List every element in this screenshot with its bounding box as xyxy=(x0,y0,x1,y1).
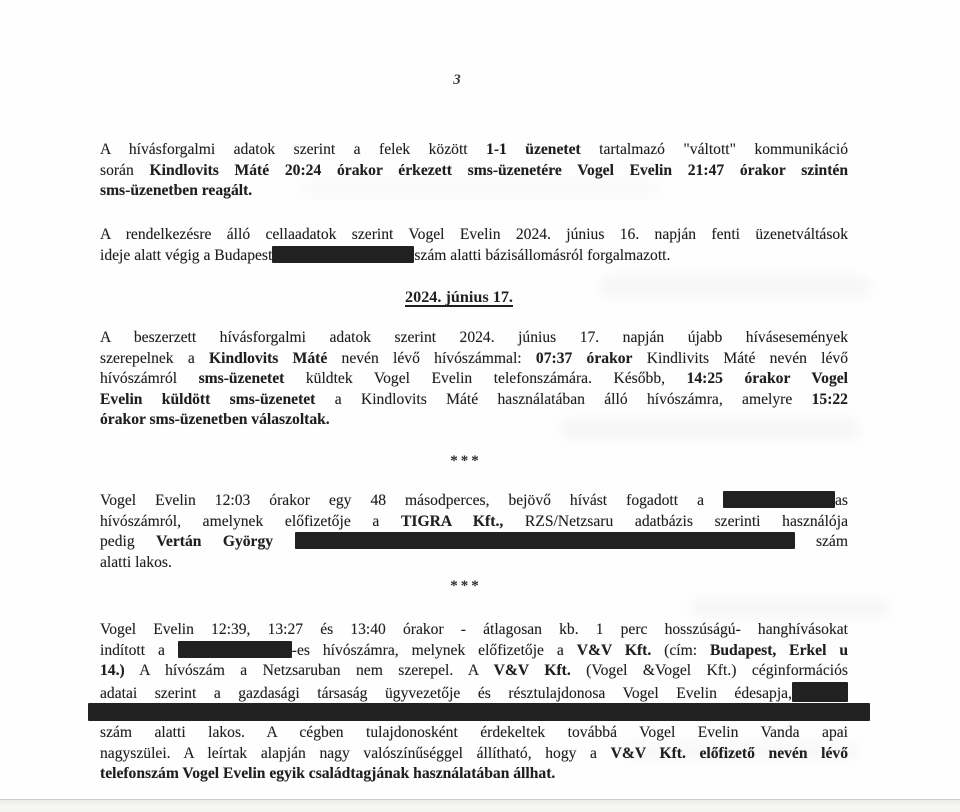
text-run: (cím: xyxy=(651,641,710,659)
text-run: Vogel Evelin 12:03 órakor egy 48 másodperces, bejövő hívást fogadott a xyxy=(100,492,723,509)
text-line xyxy=(100,532,848,553)
text-line xyxy=(100,328,848,349)
text-run: Vertán György xyxy=(156,533,274,551)
text-run: szám alatti bázisállomásról forgalmazott. xyxy=(414,246,671,264)
text-run: adatai szerint a gazdasági társaság ügyvezetője és résztulajdonosa Vogel Evelin édesapja, xyxy=(100,684,792,702)
text-run: sms-üzenetet xyxy=(198,370,285,388)
text-run: A beszerzett hívásforgalmi adatok szerint 2024. június 17. napján újabb hívásesemények xyxy=(100,329,848,346)
text-run: V&V Kft. xyxy=(576,641,652,659)
redaction-bar xyxy=(88,703,870,721)
text-run: Kindlovits Máté 20:24 órakor érkezett sms-üzenetére Vogel Evelin 21:47 órakor szintén xyxy=(149,161,848,179)
separator-2 xyxy=(92,576,840,597)
text-run: küldtek Vogel Evelin telefonszámára. Később, xyxy=(284,370,687,388)
text-line xyxy=(100,553,848,574)
text-run: telefonszám Vogel Evelin egyik családtagjának használatában állhat. xyxy=(100,765,556,783)
redaction-bar-line xyxy=(100,702,848,723)
text-line xyxy=(100,246,848,267)
text-run: szám xyxy=(794,533,848,551)
para-voice-calls-vv xyxy=(100,620,848,785)
text-run: a Kindlovits Máté használatában álló hívószámra, amelyre xyxy=(315,390,812,408)
separator-1-text: *** xyxy=(450,453,482,469)
para-exchanged-messages xyxy=(100,140,848,202)
text-run: Kindlovits Máté xyxy=(209,349,328,367)
text-run: sms-üzenetben reagált. xyxy=(100,182,253,200)
date-heading-june-17 xyxy=(85,287,833,309)
text-run: 07:37 órakor xyxy=(535,349,633,367)
text-run: 1-1 üzenetet xyxy=(486,141,581,158)
text-run: 14.) xyxy=(100,662,125,680)
text-run: A rendelkezésre álló cellaadatok szerint Vogel Evelin 2024. június 16. napján fenti üzenetváltások xyxy=(100,226,848,243)
text-line xyxy=(100,410,848,431)
text-line xyxy=(100,181,848,202)
text-line xyxy=(100,349,848,370)
text-run: pedig xyxy=(100,533,157,551)
text-run: során xyxy=(100,161,150,179)
text-run: Kindlivits Máté nevén lévő xyxy=(632,349,848,367)
separator-1 xyxy=(92,451,840,472)
text-line xyxy=(100,225,848,246)
separator-2-text: *** xyxy=(450,578,482,594)
redaction-box xyxy=(295,532,795,549)
text-run: 15:22 xyxy=(811,390,848,408)
text-run: Evelin küldött sms-üzenetet xyxy=(100,390,316,408)
text-run: as xyxy=(835,492,848,509)
text-run: (Vogel &Vogel Kft.) céginformációs xyxy=(570,662,848,680)
para-incoming-call-tigra xyxy=(100,491,848,573)
text-run: Budapest, Erkel u xyxy=(709,641,848,659)
text-run: hívószámról, amelynek előfizetője a xyxy=(100,512,401,530)
text-line xyxy=(100,140,848,161)
redaction-box xyxy=(178,641,292,658)
text-line xyxy=(100,390,848,411)
text-line xyxy=(100,723,848,744)
text-line xyxy=(100,682,848,703)
text-run: -es hívószámra, melynek előfizetője a xyxy=(291,641,577,659)
text-run: Vogel Evelin 12:39, 13:27 és 13:40 órakor - átlagosan kb. 1 perc hosszúságú- hanghívásokat xyxy=(100,621,848,638)
text-run: A hívószám a Netzsaruban nem szerepel. A xyxy=(124,662,494,680)
text-line xyxy=(100,661,848,682)
text-line xyxy=(100,641,848,662)
redaction-box xyxy=(792,682,848,702)
text-line xyxy=(100,620,848,641)
text-line xyxy=(100,512,848,533)
text-run: nagyszülei. A leírtak alapján nagy valószínűséggel állítható, hogy a xyxy=(100,744,611,762)
text-line xyxy=(100,161,848,182)
page-number-text: 3 xyxy=(453,72,461,88)
text-run: tartalmazó "váltott" kommunikáció xyxy=(580,141,848,158)
text-run: szerepelnek a xyxy=(100,349,210,367)
text-run: nevén lévő hívószámmal: xyxy=(327,349,536,367)
text-run: hívószámról xyxy=(100,370,199,388)
text-run: V&V Kft. előfizető nevén lévő xyxy=(610,744,848,762)
page-number xyxy=(83,70,831,91)
redaction-box xyxy=(272,246,414,263)
text-line xyxy=(100,491,848,512)
text-run: 14:25 órakor Vogel xyxy=(686,370,848,388)
text-run: V&V Kft. xyxy=(493,662,571,680)
text-line xyxy=(100,764,848,785)
para-call-events-june-17 xyxy=(100,328,848,431)
text-run: indított a xyxy=(100,641,178,659)
para-cell-data xyxy=(100,225,848,266)
text-line xyxy=(100,744,848,765)
text-run: ideje alatt végig a Budapest xyxy=(100,246,273,264)
text-run: TIGRA Kft., xyxy=(401,512,504,530)
text-run xyxy=(273,533,294,550)
date-heading-june-17-text: 2024. június 17. xyxy=(405,288,513,306)
page-bottom-edge xyxy=(0,799,960,812)
text-run: A hívásforgalmi adatok szerint a felek között xyxy=(100,141,487,158)
text-run: szám alatti lakos. A cégben tulajdonosként érdekeltek továbbá Vogel Evelin Vanda apai xyxy=(100,723,848,741)
text-line xyxy=(100,369,848,390)
text-run: RZS/Netzsaru adatbázis szerinti használója xyxy=(503,512,848,530)
text-run: alatti lakos. xyxy=(100,553,172,571)
redaction-box xyxy=(723,491,835,508)
text-run: órakor sms-üzenetben válaszoltak. xyxy=(100,411,330,429)
